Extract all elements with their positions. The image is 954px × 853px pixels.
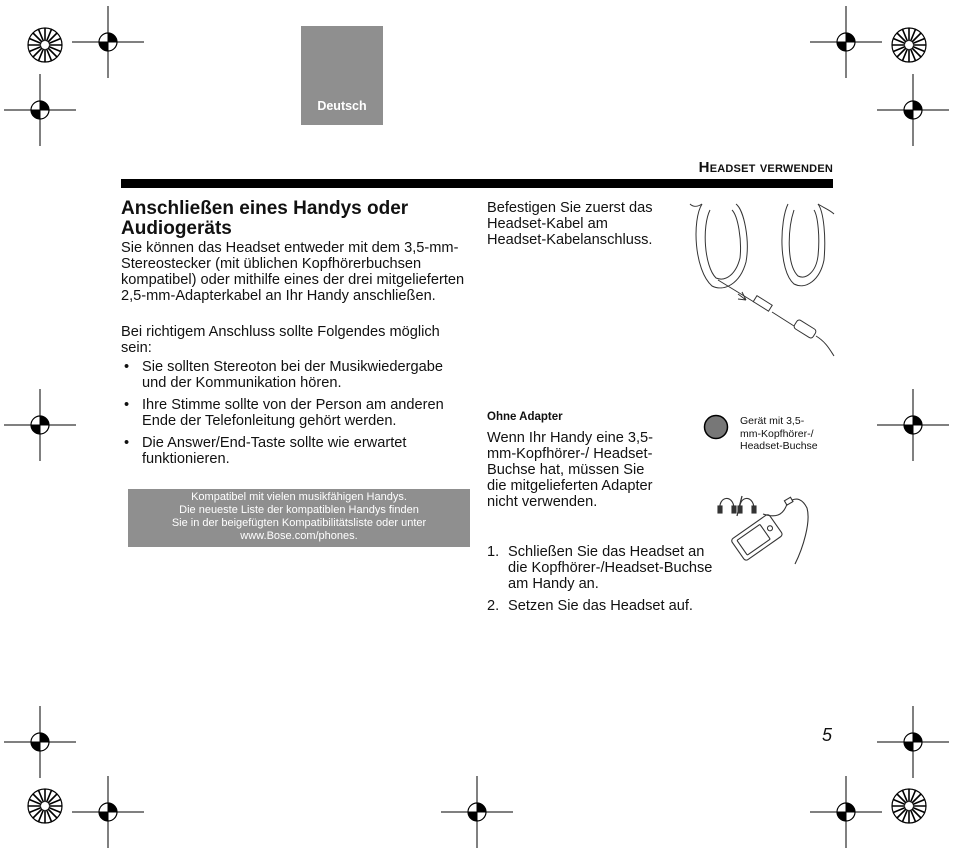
conditions-lead: Bei richtigem Anschluss sollte Folgendes möglich sein: bbox=[121, 324, 440, 356]
note-link[interactable]: www.Bose.com/phones. bbox=[240, 530, 358, 542]
device-circle-icon bbox=[703, 414, 731, 442]
conditions-list bbox=[121, 359, 466, 473]
registration-mark bbox=[4, 74, 76, 146]
phone-headphone-illustration bbox=[715, 488, 815, 572]
note-line: Kompatibel mit vielen musikfähigen Handys. bbox=[191, 491, 407, 503]
registration-mark bbox=[892, 789, 926, 823]
registration-mark bbox=[4, 389, 76, 461]
language-tab: Deutsch bbox=[301, 26, 383, 125]
headset-cable-illustration bbox=[684, 200, 836, 360]
registration-mark bbox=[877, 389, 949, 461]
intro-paragraph: Sie können das Headset entweder mit dem 3,5-mm-Stereostecker (mit üblichen Kopfhörerbuchsen kompatibel) oder mithilfe eines der drei mitgelieferten 2,5-mm-Adapterkabel an Ihr Handy anschließen. bbox=[121, 240, 465, 304]
registration-mark bbox=[441, 776, 513, 848]
registration-mark bbox=[4, 706, 76, 778]
bullet-icon: • bbox=[124, 397, 130, 413]
page-number: 5 bbox=[822, 725, 833, 745]
registration-mark bbox=[72, 6, 144, 78]
registration-mark bbox=[892, 28, 926, 62]
attach-cable-text: Befestigen Sie zuerst das Headset-Kabel am Headset-Kabelanschluss. bbox=[487, 200, 653, 248]
note-line: Sie in der beigefügten Kompatibilitätsliste oder unter bbox=[171, 517, 427, 529]
note-line: Die neueste Liste der kompatiblen Handys finden bbox=[179, 504, 419, 516]
step-number: 2. bbox=[487, 598, 500, 614]
no-adapter-text: Wenn Ihr Handy eine 3,5-mm-Kopfhörer-/ Headset-Buchse hat, müssen Sie die mitgelieferten Adapter nicht verwenden. bbox=[487, 430, 654, 510]
list-item: 2. Setzen Sie das Headset auf. bbox=[487, 598, 693, 614]
registration-mark bbox=[877, 706, 949, 778]
list-item: • Die Answer/End-Taste sollte wie erwartet funktionieren. bbox=[124, 435, 407, 467]
step-number: 1. bbox=[487, 544, 500, 560]
registration-mark bbox=[810, 6, 882, 78]
device-label: Gerät mit 3,5-mm-Kopfhörer-/ Headset-Buchse bbox=[740, 415, 818, 452]
section-title: Headset verwenden bbox=[698, 159, 833, 176]
page-heading: Anschließen eines Handys oder Audiogeräts bbox=[121, 198, 409, 239]
registration-mark bbox=[877, 74, 949, 146]
no-adapter-heading: Ohne Adapter bbox=[487, 411, 563, 423]
compatibility-note bbox=[128, 489, 470, 547]
registration-mark bbox=[28, 789, 62, 823]
registration-mark bbox=[28, 28, 62, 62]
list-item: • Sie sollten Stereoton bei der Musikwiedergabe und der Kommunikation hören. bbox=[124, 359, 443, 391]
registration-mark bbox=[810, 776, 882, 848]
list-item: 1. Schließen Sie das Headset an die Kopfhörer-/Headset-Buchse am Handy an. bbox=[487, 544, 713, 592]
steps-list bbox=[487, 544, 727, 620]
bullet-icon: • bbox=[124, 359, 130, 375]
bullet-icon: • bbox=[124, 435, 130, 451]
registration-mark bbox=[72, 776, 144, 848]
header-rule bbox=[121, 179, 833, 188]
list-item: • Ihre Stimme sollte von der Person am anderen Ende der Telefonleitung gehört werden. bbox=[124, 397, 444, 429]
